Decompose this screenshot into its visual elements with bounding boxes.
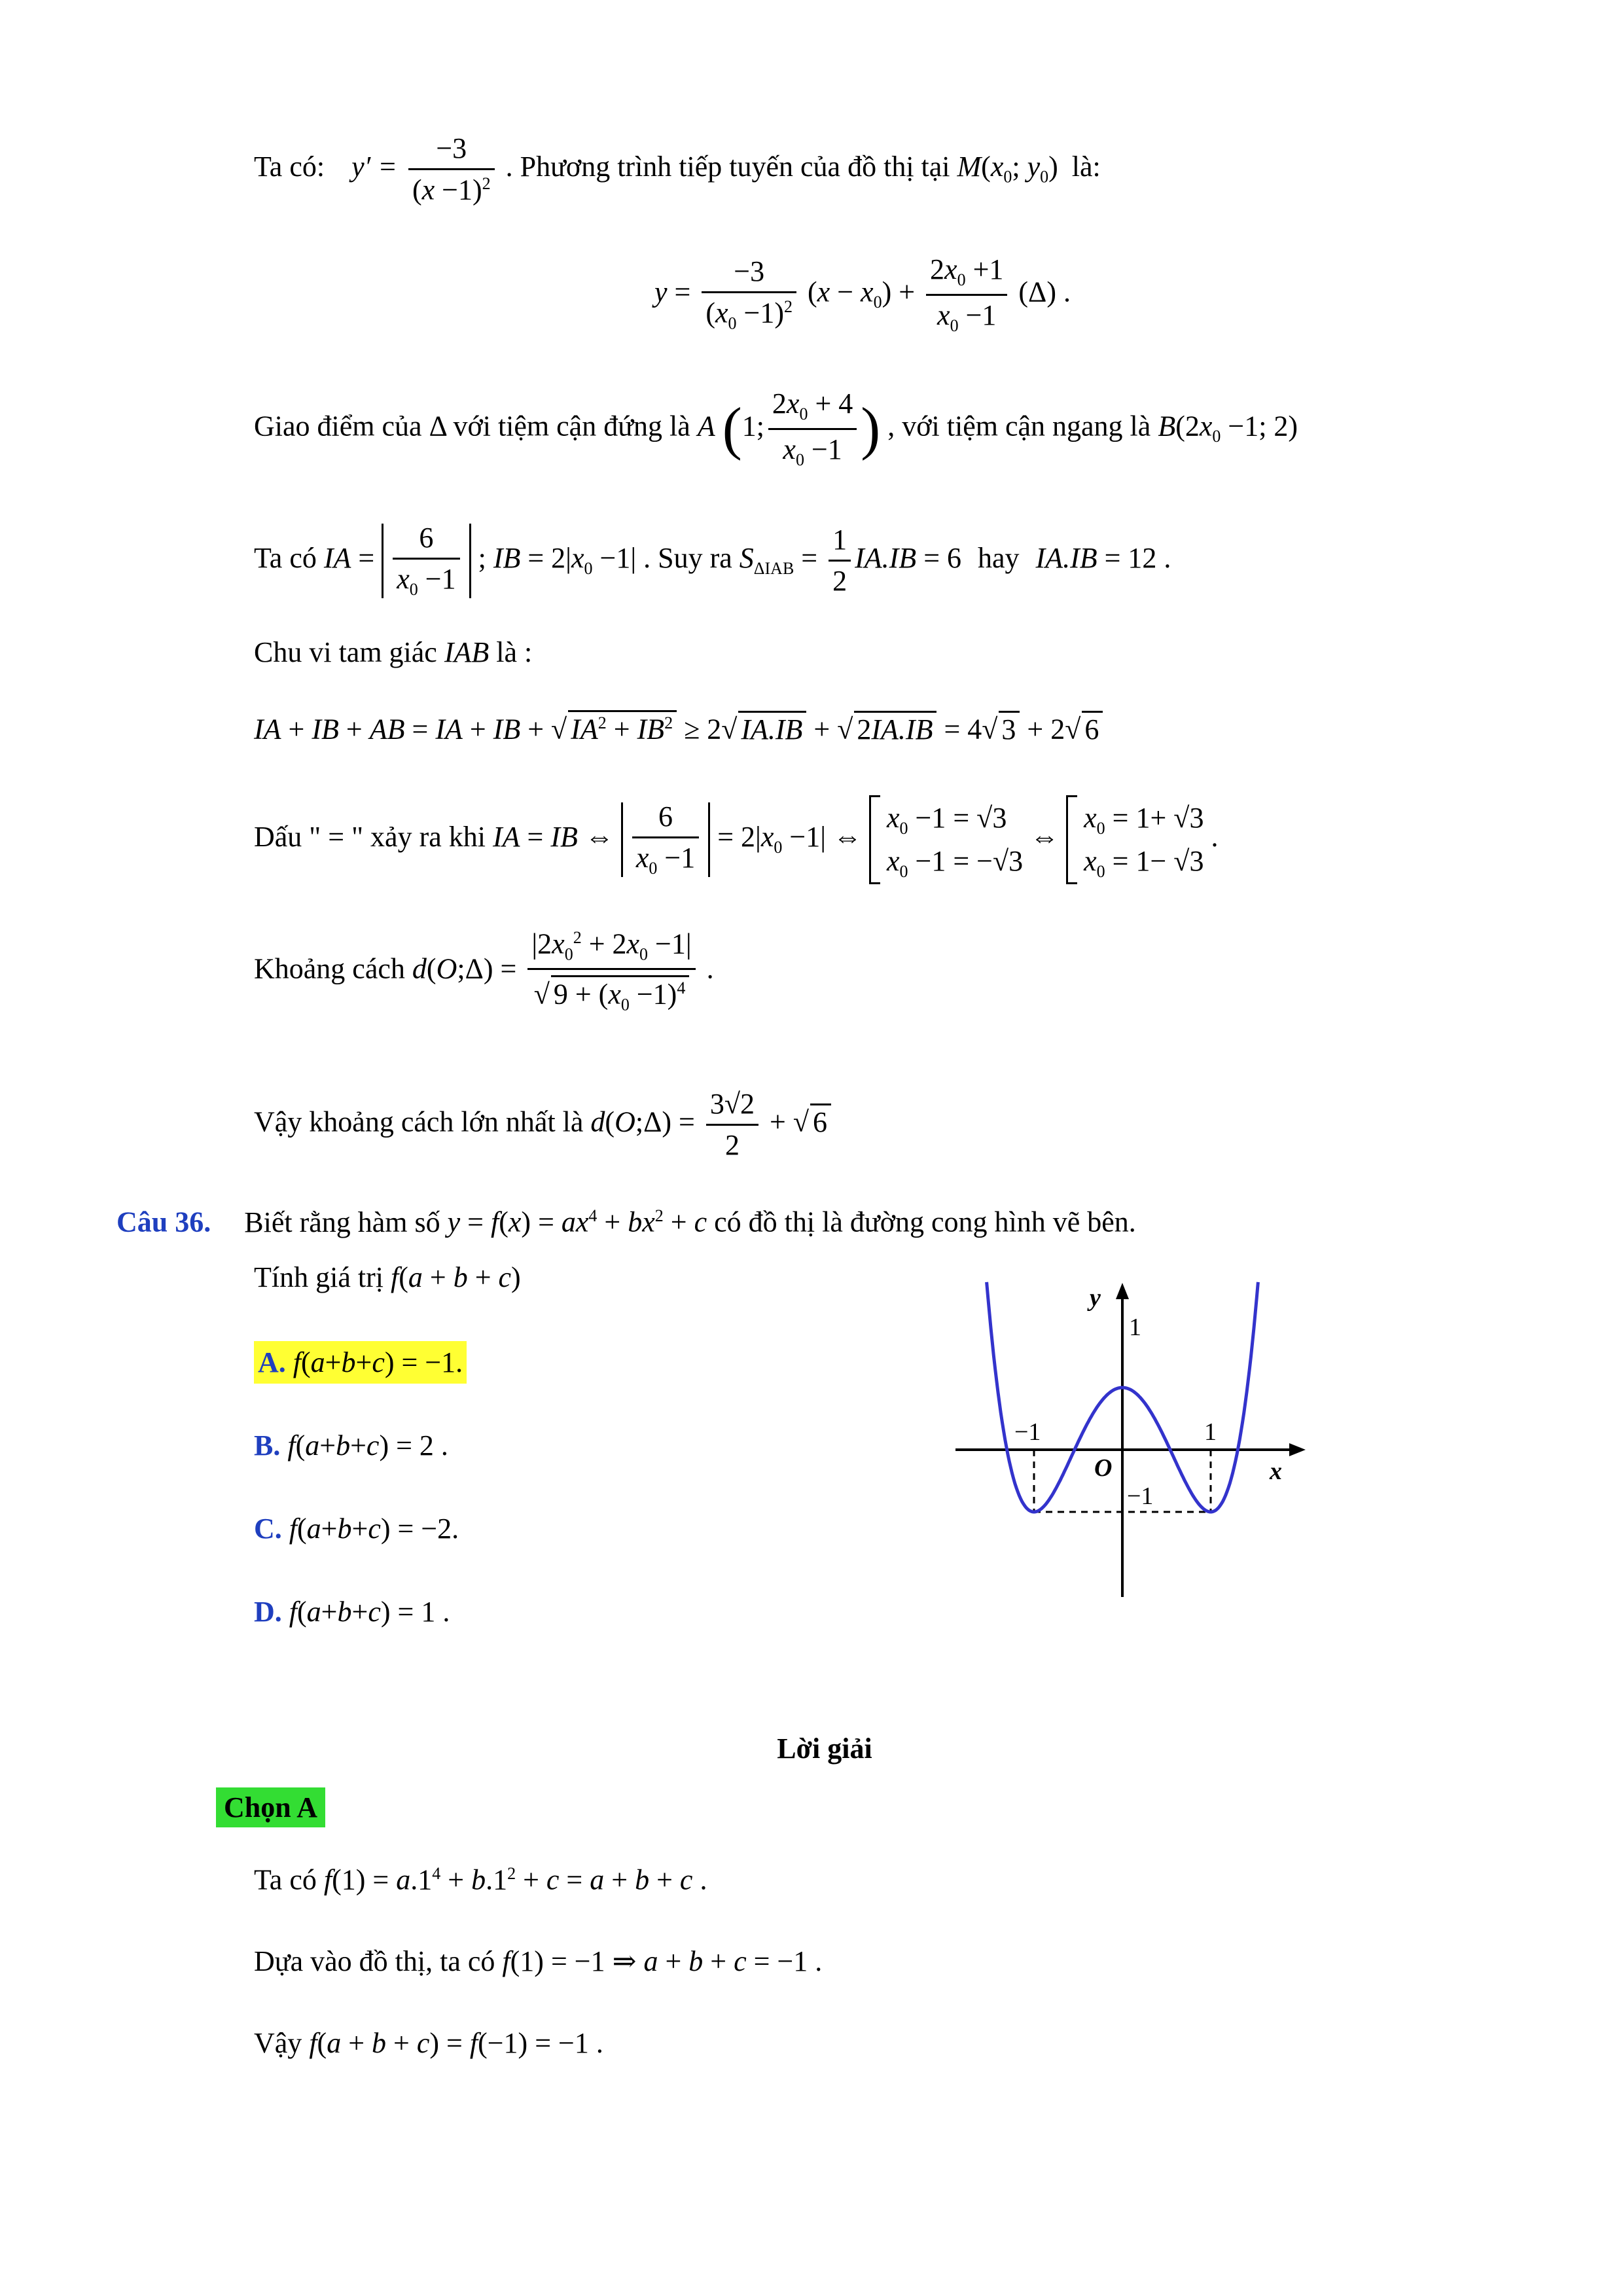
x-axis-arrow <box>1289 1443 1306 1456</box>
origin-label: O <box>1094 1454 1113 1482</box>
option-d[interactable]: D. f(a+b+c) = 1 . <box>254 1596 450 1628</box>
tangent-equation: y = $\frac{-3}{(x_0 -1)^2}$ $(x - x_0)$ + $\frac{2x_0 +1}{x_0 -1}$ (Δ) . <box>654 253 1071 335</box>
solution-line-derivative: Ta có: y′ = $\frac{-3}{(x -1)^2}$ . Phương trình tiếp tuyến của đồ thị tại $M(x_0$; $y_0$) là: <box>254 132 1101 206</box>
function-graph <box>942 1276 1309 1610</box>
solution-step-1: Ta có $f(1) = a.1^4 + b.1^2 + c = a + b + c$ . <box>254 1863 707 1896</box>
ia-ib-line: Ta có IA = $\frac{6}{x_0 -1}$ ; IB = $2|x_0 -1|$ . Suy ra $S_{\Delta IAB}$ = $\frac{1}{2}$ IA.IB = 6 hay IA.IB = 12 . <box>254 522 1171 599</box>
option-c[interactable]: C. f(a+b+c) = −2. <box>254 1513 459 1545</box>
y-axis-arrow <box>1116 1283 1129 1299</box>
option-a[interactable]: A. f(a+b+c) = −1. <box>254 1348 467 1377</box>
tick-label-x-pos1: 1 <box>1204 1418 1217 1446</box>
solution-heading: Lời giải <box>777 1732 872 1765</box>
tick-label-x-neg1: −1 <box>1014 1418 1041 1446</box>
y-axis-label: y <box>1090 1284 1101 1312</box>
perimeter-inequality: IA + IB + AB = IA + IB + √ $IA^2 + IB^2 \ge 2√$ IA.IB + √ 2IA.IB = 4√ 3 + 2√ 6 <box>254 710 1103 744</box>
distance-formula: Khoảng cách d(O;Δ) = $\frac{|2x_0^2 + 2x_0 -1|}{√ 9 + (x_0 -1)^4}$ . <box>254 927 714 1014</box>
question-36: Câu 36. Biết rằng hàm số $y = f(x) = ax^4 + bx^2 + c$ có đồ thị là đường cong hình vẽ bên. <box>116 1206 1136 1238</box>
tick-label-y-neg1: −1 <box>1127 1482 1154 1510</box>
max-distance: Vậy khoảng cách lớn nhất là d(O;Δ) = $\frac{3√2}{2}$ + √ 6 <box>254 1090 831 1160</box>
tick-label-y-1: 1 <box>1129 1314 1141 1341</box>
intersection-line: Giao điểm của Δ với tiệm cận đứng là A (1; $\frac{2x_0 + 4}{x_0 -1}$ ) , với tiệm cận ngang là $B(2x_0 -1$; 2) <box>254 387 1298 469</box>
equality-condition: Dấu " = " xảy ra khi IA = IB ⇔ $\frac{6}{x_0 -1}$ = $2|x_0 -1|$ ⇔ $x_0 -1 = √3$ $x_0 -1 = -√3$ ⇔ $x_0 = 1+ √3$ $x_0 = 1- √3$ . <box>254 795 1218 884</box>
solution-step-2: Dựa vào đồ thị, ta có f(1) = −1 ⇒ a + b + c = −1 . <box>254 1945 823 1977</box>
perimeter-intro: Chu vi tam giác IAB là : <box>254 636 533 668</box>
solution-step-3: Vậy f(a + b + c) = f(−1) = −1 . <box>254 2027 603 2059</box>
chosen-answer: Chọn A <box>216 1793 325 1822</box>
question-36-task: Tính giá trị f(a + b + c) <box>254 1261 521 1293</box>
x-axis-label: x <box>1270 1458 1282 1485</box>
option-b[interactable]: B. f(a+b+c) = 2 . <box>254 1429 448 1462</box>
